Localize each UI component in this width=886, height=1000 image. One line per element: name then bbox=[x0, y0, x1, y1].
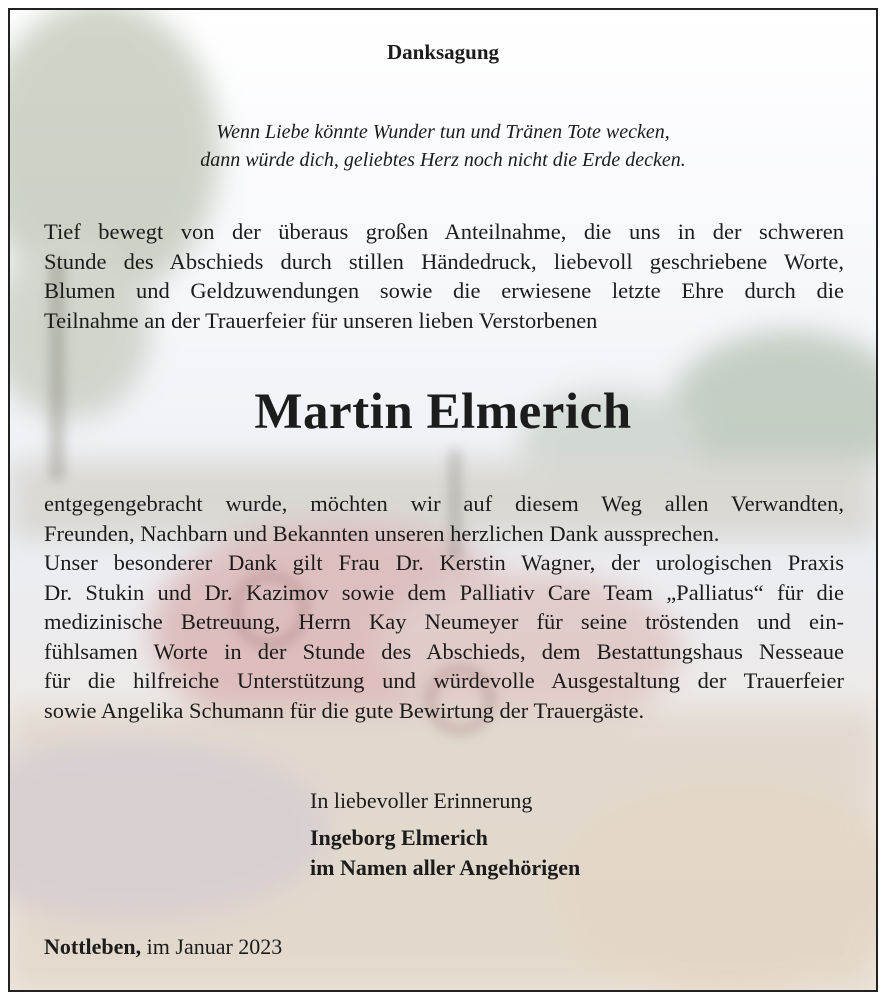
obituary-content bbox=[10, 10, 876, 990]
quote-line: dann würde dich, geliebtes Herz noch nicht die Erde decken. bbox=[200, 149, 686, 171]
intro-line: Tief bewegt von der überaus großen Anteilnahme, die uns in der schweren bbox=[44, 219, 844, 244]
thanks-line: für die hilfreiche Unterstützung und würdevolle Ausgestaltung der Trauerfeier bbox=[44, 668, 844, 693]
place-name: Nottleben, bbox=[44, 934, 142, 959]
heading-danksagung: Danksagung bbox=[386, 40, 500, 64]
quote-line: Wenn Liebe könnte Wunder tun und Tränen Tote wecken, bbox=[216, 121, 670, 143]
thanks-line: sowie Angelika Schumann für die gute Bewirtung der Trauergäste. bbox=[44, 697, 645, 723]
thanks-line: fühlsamen Worte in der Stunde des Abschieds, dem Bestattungshaus Nesseaue bbox=[44, 638, 844, 664]
thanks-line: Freunden, Nachbarn und Bekannten unseren herzlichen Dank aussprechen. bbox=[44, 520, 720, 546]
signature-closing: In liebevoller Erinnerung bbox=[310, 788, 533, 813]
intro-paragraph bbox=[44, 217, 844, 335]
intro-line: Stunde des Abschieds durch stillen Händedruck, liebevoll geschriebene Worte, bbox=[44, 248, 844, 274]
obituary-card bbox=[8, 8, 878, 992]
thanks-line: Dr. Stukin und Dr. Kazimov sowie dem Palliativ Care Team „Palliatus“ für die bbox=[44, 579, 844, 605]
memorial-quote bbox=[10, 118, 876, 174]
intro-line: Blumen und Geldzuwendungen sowie die erwiesene letzte Ehre durch die bbox=[44, 278, 844, 303]
thanks-line: entgegengebracht wurde, möchten wir auf diesem Weg allen Verwandten, bbox=[44, 491, 844, 516]
thanks-line: medizinische Betreuung, Herrn Kay Neumeyer für seine tröstenden und ein- bbox=[44, 609, 844, 634]
signature-on-behalf: im Namen aller Angehörigen bbox=[310, 855, 581, 880]
place-date bbox=[44, 934, 282, 960]
deceased-name: Martin Elmerich bbox=[254, 384, 632, 440]
signature-name: Ingeborg Elmerich bbox=[310, 825, 488, 850]
date-text: im Januar 2023 bbox=[146, 934, 283, 959]
thanks-paragraph bbox=[44, 489, 844, 725]
thanks-line: Unser besonderer Dank gilt Frau Dr. Kerstin Wagner, der urologischen Praxis bbox=[44, 550, 844, 575]
intro-line: Teilnahme an der Trauerfeier für unseren lieben Verstorbenen bbox=[44, 307, 598, 333]
